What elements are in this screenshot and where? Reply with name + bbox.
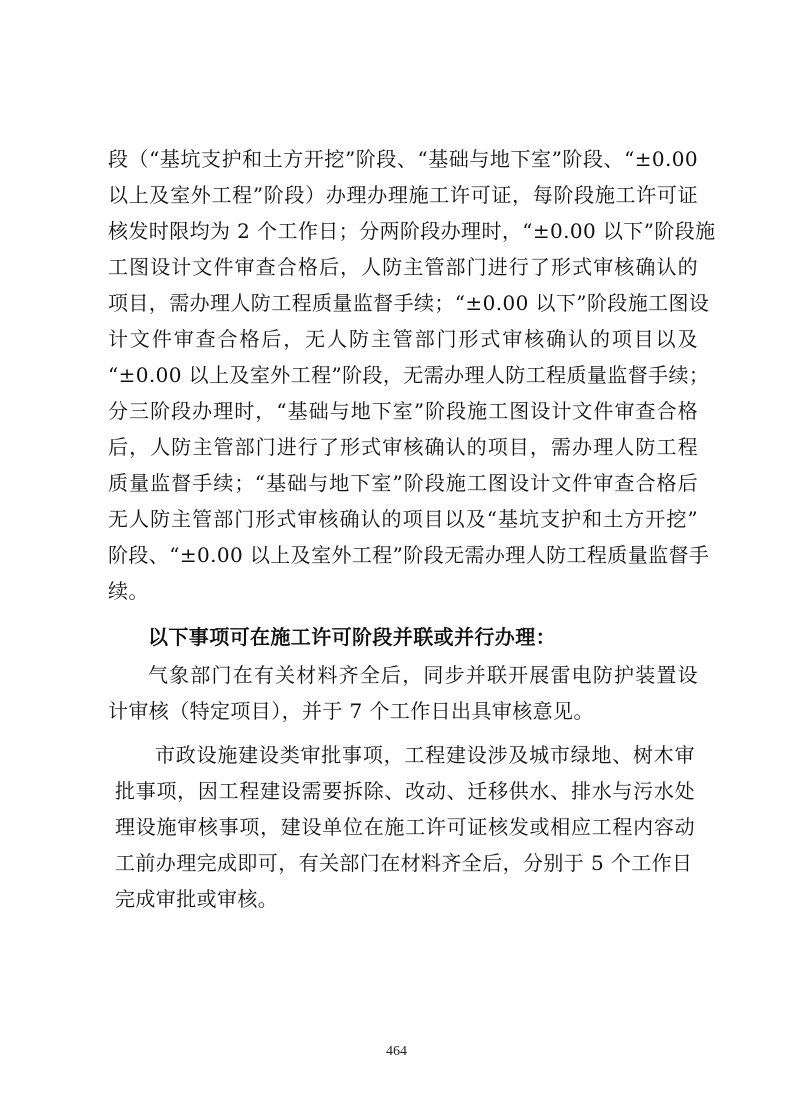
body-line-1: 段（“基坑支护和土方开挖”阶段、“基础与地下室”阶段、“±0.00 — [108, 147, 698, 171]
body-line-8: 分三阶段办理时，“基础与地下室”阶段施工图设计文件审查合格 — [108, 399, 698, 423]
para3-line-3: 理设施审核事项，建设单位在施工许可证核发或相应工程内容动 — [115, 815, 695, 839]
body-line-9: 后，人防主管部门进行了形式审核确认的项目，需办理人防工程 — [108, 435, 698, 459]
para3-line-5: 完成审批或审核。 — [115, 887, 279, 911]
para3-line-2: 批事项，因工程建设需要拆除、改动、迁移供水、排水与污水处 — [115, 779, 695, 803]
para3-line-4: 工前办理完成即可，有关部门在材料齐全后，分别于 5 个工作日 — [115, 851, 693, 875]
body-line-2: 以上及室外工程”阶段）办理办理施工许可证，每阶段施工许可证 — [108, 183, 698, 207]
body-line-4: 工图设计文件审查合格后，人防主管部门进行了形式审核确认的 — [108, 255, 698, 279]
body-line-6: 计文件审查合格后，无人防主管部门形式审核确认的项目以及 — [108, 327, 698, 351]
para2-line-2: 计审核（特定项目），并于 7 个工作日出具审核意见。 — [108, 699, 594, 723]
page-number: 464 — [386, 1044, 407, 1059]
para3-line-1: 市政设施建设类审批事项，工程建设涉及城市绿地、树木审 — [155, 743, 695, 767]
para2-line-1: 气象部门在有关材料齐全后，同步并联开展雷电防护装置设 — [148, 663, 698, 687]
body-line-7: “±0.00 以上及室外工程”阶段，无需办理人防工程质量监督手续； — [108, 363, 710, 387]
body-line-3: 核发时限均为 2 个工作日；分两阶段办理时，“±0.00 以下”阶段施 — [108, 219, 716, 243]
section-heading: 以下事项可在施工许可阶段并联或并行办理： — [148, 625, 556, 649]
body-line-11: 无人防主管部门形式审核确认的项目以及“基坑支护和土方开挖” — [108, 507, 698, 531]
body-line-13: 续。 — [108, 579, 149, 603]
body-line-10: 质量监督手续；“基础与地下室”阶段施工图设计文件审查合格后 — [108, 471, 698, 495]
body-line-5: 项目，需办理人防工程质量监督手续；“±0.00 以下”阶段施工图设 — [108, 291, 710, 315]
body-line-12: 阶段、“±0.00 以上及室外工程”阶段无需办理人防工程质量监督手 — [108, 543, 710, 567]
